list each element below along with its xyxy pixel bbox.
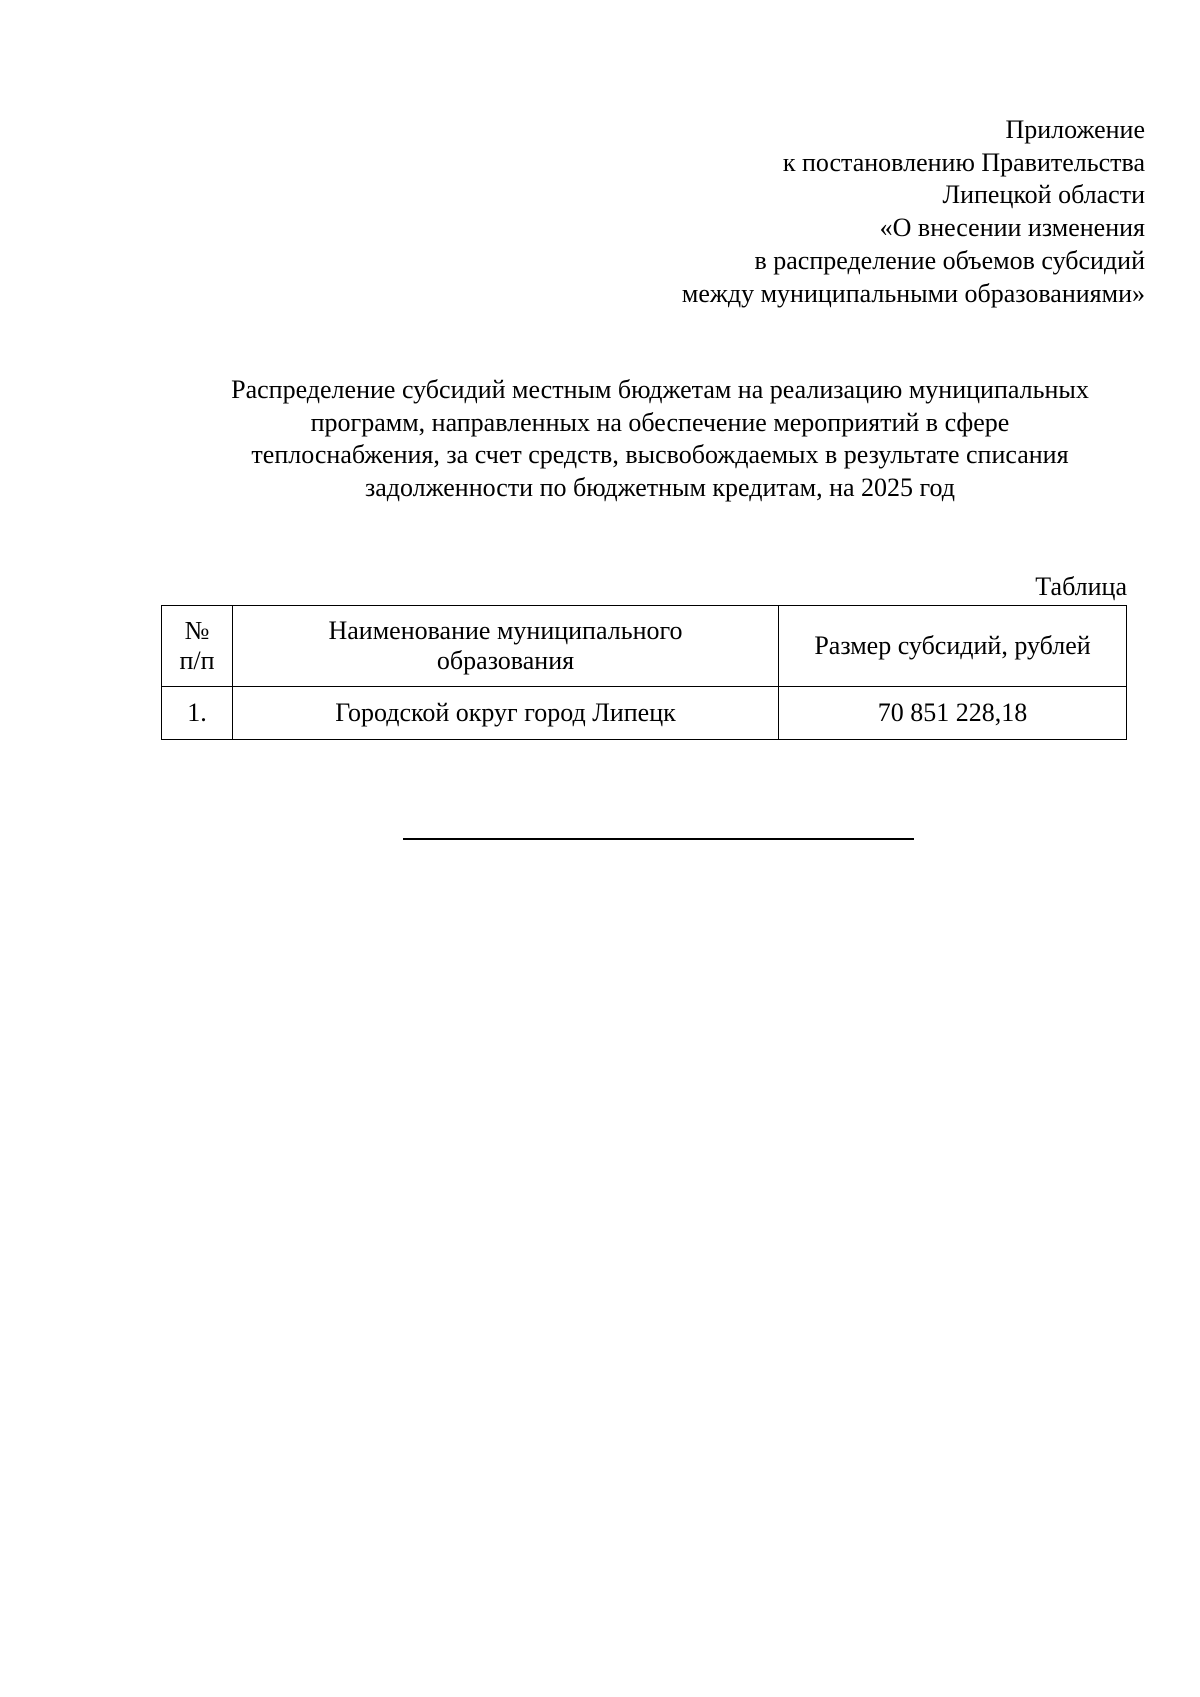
- closing-rule: [403, 838, 914, 840]
- table-row: [162, 687, 1127, 740]
- document-title: [160, 374, 1160, 505]
- appendix-line: в распределение объемов субсидий: [754, 245, 1145, 275]
- header-name-line: образования: [436, 646, 575, 675]
- appendix-line: Липецкой области: [942, 180, 1145, 210]
- subsidy-table: [161, 605, 1127, 740]
- header-amount: Размер субсидий, рублей: [779, 606, 1127, 687]
- table-header-row: [162, 606, 1127, 687]
- header-name: [233, 606, 779, 687]
- header-name-line: Наименование муниципального: [328, 616, 683, 645]
- appendix-header: [682, 114, 1145, 310]
- cell-num: 1.: [162, 687, 233, 740]
- title-line: Распределение субсидий местным бюджетам на реализацию муниципальных: [231, 375, 1089, 404]
- appendix-line: «О внесении изменения: [879, 213, 1145, 243]
- appendix-line: Приложение: [1005, 115, 1145, 144]
- table-label: Таблица: [1035, 572, 1127, 601]
- cell-name: Городской округ город Липецк: [233, 687, 779, 740]
- header-num: [162, 606, 233, 687]
- appendix-line: между муниципальными образованиями»: [681, 278, 1145, 308]
- header-num-line: п/п: [179, 646, 215, 675]
- title-line: теплоснабжения, за счет средств, высвобождаемых в результате списания: [251, 440, 1069, 470]
- cell-amount: 70 851 228,18: [779, 687, 1127, 740]
- header-num-line: №: [184, 616, 210, 645]
- title-line: задолженности по бюджетным кредитам, на 2025 год: [364, 473, 956, 503]
- appendix-line: к постановлению Правительства: [782, 147, 1145, 177]
- title-line: программ, направленных на обеспечение мероприятий в сфере: [310, 407, 1010, 437]
